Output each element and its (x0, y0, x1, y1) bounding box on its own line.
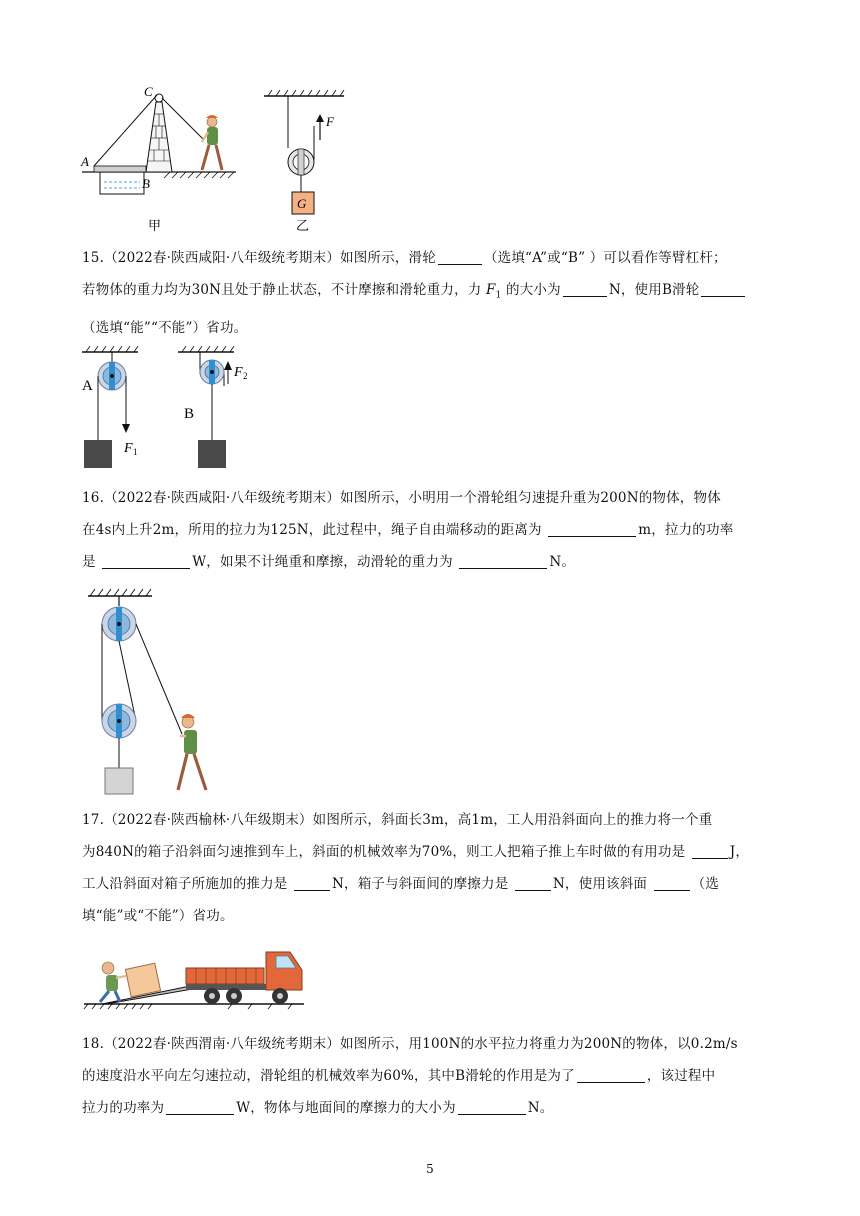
q18-blank-3[interactable] (458, 1100, 526, 1115)
caption-jia: 甲 (148, 219, 162, 234)
q15-text: 的大小为 (506, 282, 561, 298)
label-c: C (144, 84, 153, 99)
label-f: F (326, 114, 334, 129)
q17-blank-3[interactable] (515, 876, 551, 891)
label-f2: F (234, 365, 243, 380)
question-18 (82, 1028, 782, 1124)
q16-text: m，拉力的功率 (638, 522, 734, 538)
q15-text: N，使用B滑轮 (608, 282, 700, 298)
label-g: G (297, 196, 307, 211)
q15-force-sub: 1 (495, 290, 502, 301)
q18-text: 如图所示，用100N的水平拉力将重力为200N的物体，以0.2m/s (340, 1036, 738, 1052)
label-f2-sub: 2 (243, 371, 248, 381)
q17-blank-4[interactable] (654, 876, 690, 891)
figure-q16-pulley-block (84, 586, 224, 796)
label-b: B (142, 176, 150, 191)
q18-blank-2[interactable] (166, 1100, 234, 1115)
figure-q17-ramp-truck (82, 946, 308, 1010)
label-f1-sub: 1 (133, 447, 138, 457)
caption-yi: 乙 (296, 219, 310, 234)
q16-text: 是 (82, 554, 96, 570)
q18-text: 拉力的功率为 (82, 1100, 165, 1116)
q17-text: 为840N的箱子沿斜面匀速推到车上，斜面的机械效率为70%，则工人把箱子推上车时做的有用功是 (82, 844, 686, 860)
q18-text: N。 (527, 1100, 554, 1116)
q15-blank-3[interactable] (701, 282, 745, 297)
q17-number: 17. (82, 812, 105, 828)
q16-text: N。 (549, 554, 576, 570)
q16-blank-2[interactable] (102, 554, 190, 569)
page-number: 5 (426, 1162, 434, 1176)
q17-blank-1[interactable] (692, 844, 728, 859)
q15-blank-1[interactable] (438, 250, 482, 265)
q18-blank-1[interactable] (577, 1068, 645, 1083)
label-a: A (81, 154, 89, 169)
q17-text: 工人沿斜面对箱子所施加的推力是 (82, 876, 288, 892)
q16-blank-1[interactable] (548, 522, 636, 537)
label-pulley-a: A (82, 378, 93, 394)
q15-text: 若物体的重力均为30N且处于静止状态，不计摩擦和滑轮重力，力 (82, 282, 482, 298)
q18-text: 的速度沿水平向左匀速拉动，滑轮组的机械效率为60%，其中B滑轮的作用是为了 (82, 1068, 575, 1084)
q16-number: 16. (82, 490, 105, 506)
q16-source: （2022春·陕西咸阳·八年级统考期末） (104, 490, 341, 506)
question-15 (82, 242, 782, 344)
q17-source: （2022春·陕西榆林·八年级期末） (104, 812, 313, 828)
question-16 (82, 482, 782, 578)
q17-text: 如图所示，斜面长3m，高1m，工人用沿斜面向上的推力将一个重 (312, 812, 713, 828)
q18-text: W，物体与地面间的摩擦力的大小为 (236, 1100, 456, 1116)
q17-text: N，使用该斜面 (552, 876, 648, 892)
q16-text: 如图所示，小明用一个滑轮组匀速提升重为200N的物体，物体 (340, 490, 721, 506)
q15-text: 如图所示，滑轮 (340, 250, 436, 266)
q18-source: （2022春·陕西渭南·八年级统考期末） (104, 1036, 341, 1052)
q17-text: N，箱子与斜面间的摩擦力是 (332, 876, 509, 892)
q15-text: （选填“A”或“B” ）可以看作等臂杠杆； (483, 250, 727, 266)
q15-force-symbol: F (486, 282, 496, 298)
q18-number: 18. (82, 1036, 105, 1052)
q17-text: J， (729, 844, 750, 860)
q16-blank-3[interactable] (459, 554, 547, 569)
q17-blank-2[interactable] (294, 876, 330, 891)
label-pulley-b: B (184, 406, 195, 422)
q17-text: （选 (691, 876, 720, 892)
q16-text: W，如果不计绳重和摩擦，动滑轮的重力为 (192, 554, 453, 570)
q15-source: （2022春·陕西咸阳·八年级统考期末） (104, 250, 341, 266)
q15-number: 15. (82, 250, 105, 266)
q15-blank-2[interactable] (563, 282, 607, 297)
label-f1: F (124, 441, 133, 456)
figure-jia-yi (80, 84, 350, 234)
q15-text: （选填“能”“不能”）省功。 (82, 319, 248, 336)
q16-text: 在4s内上升2m，所用的拉力为125N，此过程中，绳子自由端移动的距离为 (82, 522, 542, 538)
q17-text: 填“能”或“不能”）省功。 (82, 908, 234, 924)
figure-q15-pulleys (78, 346, 248, 470)
question-17 (82, 804, 782, 932)
q18-text: ，该过程中 (646, 1068, 716, 1084)
